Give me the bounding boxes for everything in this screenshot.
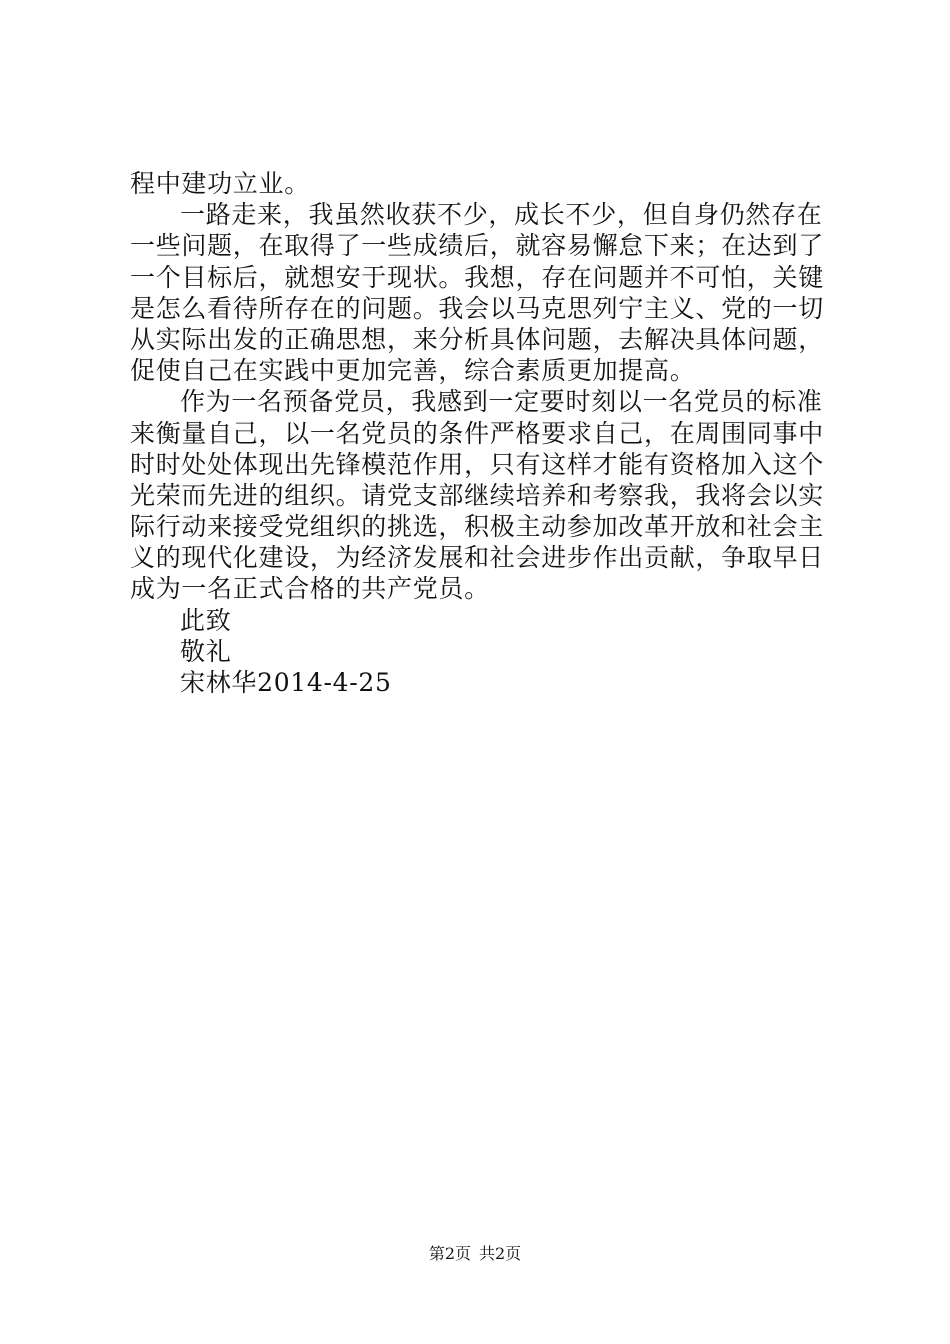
text-line: 程中建功立业。 [130,169,310,198]
closing-regards: 敬礼 [180,636,232,666]
text-line: 光荣而先进的组织。请党支部继续培养和考察我，我将会以实 [130,480,824,510]
text-line: 成为一名正式合格的共产党员。 [130,574,490,604]
signature-date: 宋林华2014-4-25 [180,668,392,697]
text-line: 作为一名预备党员，我感到一定要时刻以一名党员的标准 [180,387,823,417]
text-line: 一路走来，我虽然收获不少，成长不少，但自身仍然存在 [180,200,823,230]
closing-salutation: 此致 [180,605,232,635]
text-line: 促使自己在实践中更加完善，综合素质更加提高。 [130,356,696,386]
text-line: 来衡量自己，以一名党员的条件严格要求自己，在周围同事中 [130,418,824,448]
text-line: 一些问题，在取得了一些成绩后，就容易懈怠下来；在达到了 [130,231,824,261]
text-line: 是怎么看待所存在的问题。我会以马克思列宁主义、党的一切 [130,293,824,323]
letter-body [130,168,830,698]
text-line: 从实际出发的正确思想，来分析具体问题，去解决具体问题， [130,324,824,354]
text-line: 义的现代化建设，为经济发展和社会进步作出贡献，争取早日 [130,543,824,573]
text-line: 时时处处体现出先锋模范作用，只有这样才能有资格加入这个 [130,449,824,479]
text-line: 一个目标后，就想安于现状。我想，存在问题并不可怕，关键 [130,262,824,292]
page-number: 第2页 [428,1244,471,1263]
page-footer [0,1244,950,1264]
page-total: 共2页 [479,1244,522,1263]
text-line: 际行动来接受党组织的挑选，积极主动参加改革开放和社会主 [130,512,824,542]
